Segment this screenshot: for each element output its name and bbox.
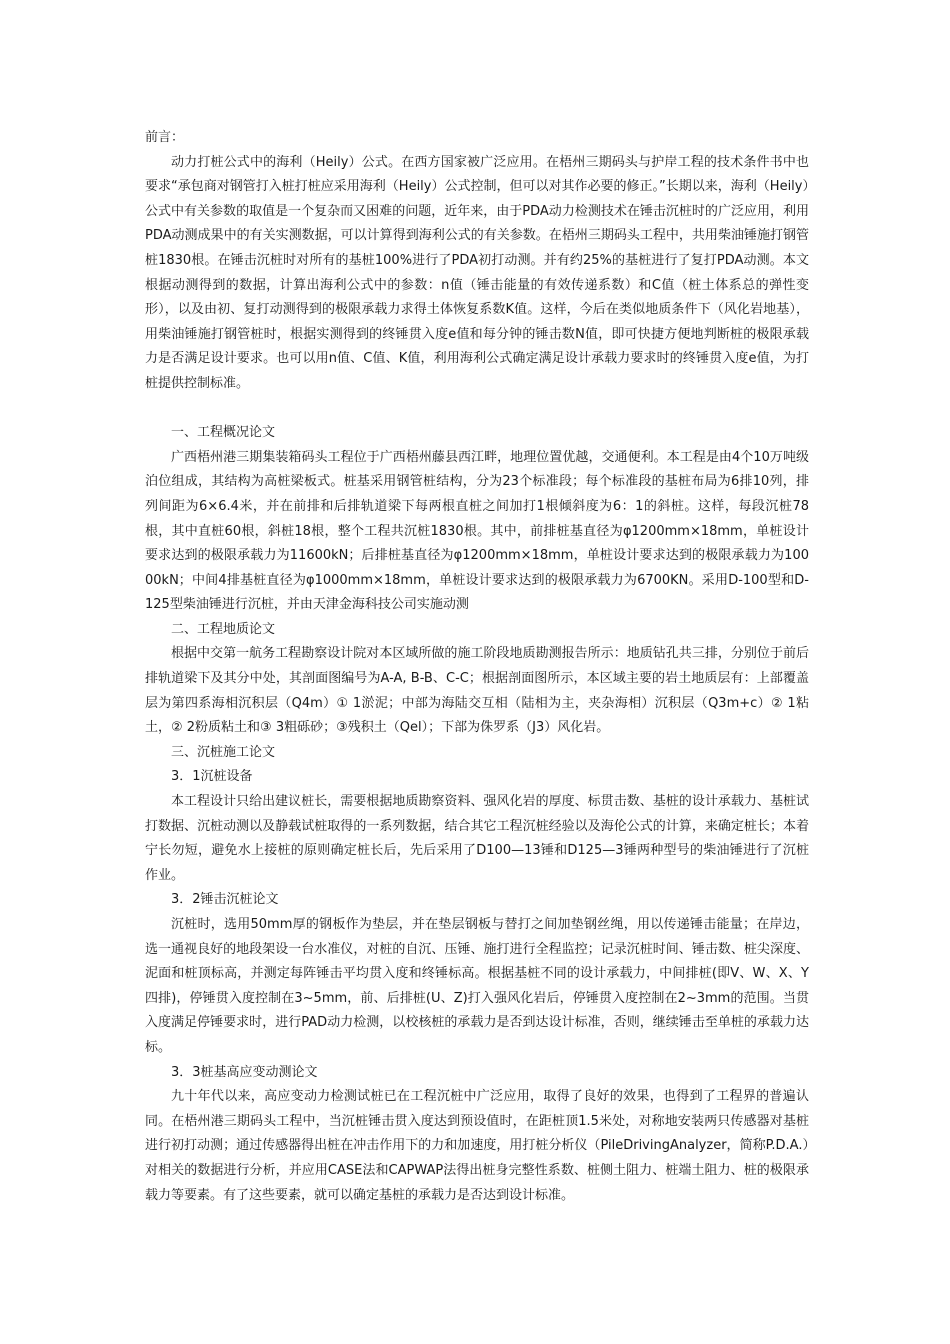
section2-heading: 二、工程地质论文 [171, 621, 276, 637]
subsection-3-2-heading: 3．2锤击沉桩论文 [171, 892, 279, 908]
subsection-3-2-paragraph: 沉桩时，选用50mm厚的钢板作为垫层，并在垫层钢板与替打之间加垫钢丝绳，用以传递锤击能量；在岸边，选一通视良好的地段架设一台水准仪，对桩的自沉、压锤、施打进行全程监控；记录沉桩时间、锤击数、桩尖深度、泥面和桩顶标高，并测定每阵锤击平均贯入度和终锤标高。根据基桩不同的设计承载力，中间排桩(即V、W、X、Y四排)，停锤贯入度控制在3~5mm，前、后排桩(U、Z)打入强风化岩后，停锤贯入度控制在2~3mm的范围。当贯入度满足停锤要求时，进行PAD动力检测，以校核桩的承载力是否到达设计标准，否则，继续锤击至单桩的承载力达标。 [145, 917, 809, 1055]
section1-heading: 一、工程概况论文 [171, 425, 276, 441]
intro-label: 前言： [145, 130, 185, 145]
subsection-3-1-heading: 3．1沉桩设备 [171, 769, 253, 785]
intro-paragraph: 动力打桩公式中的海利（Heily）公式。在西方国家被广泛应用。在梧州三期码头与护岸工程的技术条件书中也要求“承包商对钢管打入桩打桩应采用海利（Heily）公式控制，但可以对其作必要的修正。”长期以来，海利（Heily）公式中有关参数的取值是一个复杂而又困难的问题，近年来，由于PDA动力检测技术在锤击沉桩时的广泛应用，利用PDA动测成果中的有关实测数据，可以计算得到海利公式的有关参数。在梧州三期码头工程中，共用柴油锤施打钢管桩1830根。在锤击沉桩时对所有的基桩100%进行了PDA初打动测。并有约25%的基桩进行了复打PDA动测。本文根据动测得到的数据，计算出海利公式中的参数：n值（锤击能量的有效传递系数）和C值（桩土体系总的弹性变形），以及由初、复打动测得到的极限承载力求得土体恢复系数K值。这样，今后在类似地质条件下（风化岩地基），用柴油锤施打钢管桩时，根据实测得到的终锤贯入度e值和每分钟的锤击数N值，即可快捷方便地判断桩的极限承载力是否满足设计要求。也可以用n值、C值、K值，利用海利公式确定满足设计承载力要求时的终锤贯入度e值，为打桩提供控制标准。 [145, 154, 809, 391]
blank-line [145, 397, 809, 422]
subsection-3-1-paragraph: 本工程设计只给出建议桩长，需要根据地质勘察资料、强风化岩的厚度、标贯击数、基桩的设计承载力、基桩试打数据、沉桩动测以及静载试桩取得的一系列数据，结合其它工程沉桩经验以及海伦公式的计算，来确定桩长；本着宁长勿短，避免水上接桩的原则确定桩长后，先后采用了D100—13锤和D125—3锤两种型号的柴油锤进行了沉桩作业。 [145, 794, 809, 883]
section1-paragraph: 广西梧州港三期集装箱码头工程位于广西梧州藤县西江畔，地理位置优越，交通便利。本工程是由4个10万吨级泊位组成，其结构为高桩梁板式。桩基采用钢管桩结构，分为23个标准段；每个标准段的基桩布局为6排10列，排列间距为6×6.4米，并在前排和后排轨道梁下每两根直桩之间加打1根倾斜度为6：1的斜桩。这样，每段沉桩78根，其中直桩60根，斜桩18根，整个工程共沉桩1830根。其中，前排桩基直径为φ1200mm×18mm，单桩设计要求达到的极限承载力为11600kN；后排桩基直径为φ1200mm×18mm，单桩设计要求达到的极限承载力为10000kN；中间4排基桩直径为φ1000mm×18mm，单桩设计要求达到的极限承载力为6700KN。采用D-100型和D-125型柴油锤进行沉桩，并由天津金海科技公司实施动测 [145, 449, 809, 613]
section3-heading: 三、沉桩施工论文 [171, 744, 276, 760]
document-page [145, 126, 809, 1208]
subsection-3-3-paragraph: 九十年代以来，高应变动力检测试桩已在工程沉桩中广泛应用，取得了良好的效果，也得到了工程界的普遍认同。在梧州港三期码头工程中，当沉桩锤击贯入度达到预设值时，在距桩顶1.5米处，对称地安装两只传感器对基桩进行初打动测；通过传感器得出桩在冲击作用下的力和加速度，用打桩分析仪（PileDrivingAnalyzer，简称P.D.A.）对相关的数据进行分析，并应用CASE法和CAPWAP法得出桩身完整性系数、桩侧土阻力、桩端土阻力、桩的极限承载力等要素。有了这些要素，就可以确定基桩的承载力是否达到设计标准。 [145, 1089, 809, 1203]
section2-paragraph: 根据中交第一航务工程勘察设计院对本区域所做的施工阶段地质勘测报告所示：地质钻孔共三排，分别位于前后排轨道梁下及其分中处，其剖面图编号为A-A, B-B、C-C；根据剖面图所示，本区域主要的岩土地质层有：上部覆盖层为第四系海相沉积层（Q4m）① 1淤泥；中部为海陆交互相（陆相为主，夹杂海相）沉积层（Q3m+c）② 1粘土，② 2粉质粘土和③ 3粗砾砂；③残积土（Qel）；下部为侏罗系（J3）风化岩。 [145, 646, 809, 736]
subsection-3-3-heading: 3．3桩基高应变动测论文 [171, 1064, 318, 1080]
